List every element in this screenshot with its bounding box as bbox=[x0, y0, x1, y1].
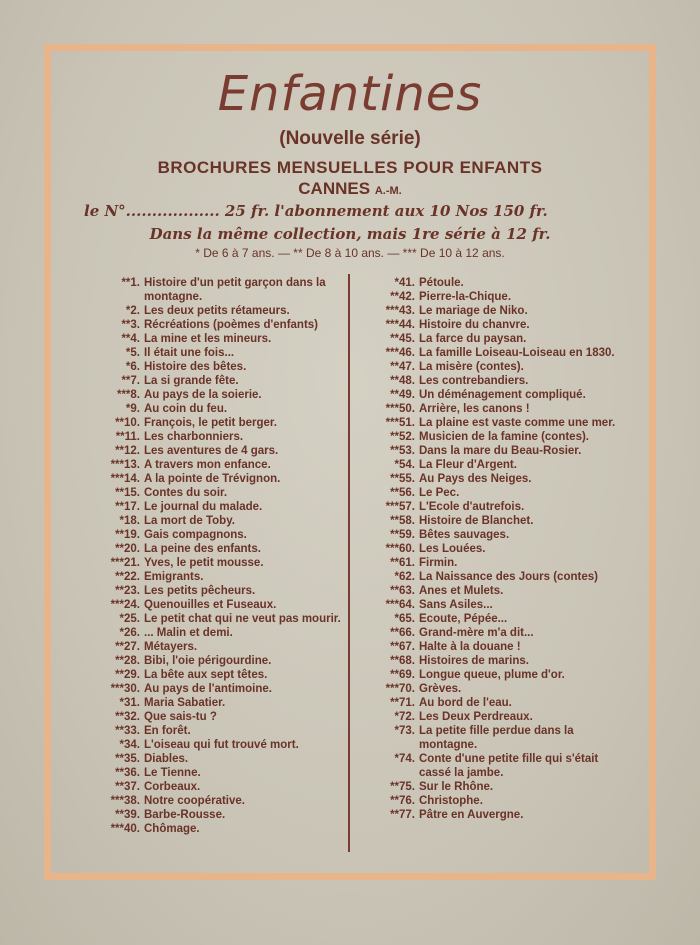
item-number: ***43. bbox=[385, 305, 415, 317]
item-number: *74. bbox=[394, 753, 415, 765]
item-title: Firmin. bbox=[419, 557, 458, 569]
item-title: Emigrants. bbox=[144, 571, 204, 583]
item-title: Au pays de l'antimoine. bbox=[144, 683, 272, 695]
item-number: **58. bbox=[390, 515, 415, 527]
list-item bbox=[90, 346, 348, 360]
item-title: Les deux petits rétameurs. bbox=[144, 305, 290, 317]
list-item bbox=[357, 486, 619, 500]
item-number: **75. bbox=[390, 781, 415, 793]
list-item bbox=[90, 500, 348, 514]
list-item bbox=[357, 752, 619, 780]
item-title: Pâtre en Auvergne. bbox=[419, 809, 524, 821]
item-title: L'oiseau qui fut trouvé mort. bbox=[144, 739, 299, 751]
publication-place bbox=[0, 179, 700, 199]
list-item bbox=[90, 766, 348, 780]
item-title: Pétoule. bbox=[419, 277, 464, 289]
list-item bbox=[357, 430, 619, 444]
item-title: Le petit chat qui ne veut pas mourir. bbox=[144, 613, 341, 625]
list-item bbox=[357, 304, 619, 318]
item-title: La famille Loiseau-Loiseau en 1830. bbox=[419, 347, 615, 359]
list-item bbox=[90, 444, 348, 458]
item-title: Histoire du chanvre. bbox=[419, 319, 530, 331]
list-item bbox=[357, 654, 619, 668]
item-number: ***24. bbox=[110, 599, 140, 611]
item-number: **61. bbox=[390, 557, 415, 569]
item-number: ***50. bbox=[385, 403, 415, 415]
list-item bbox=[90, 318, 348, 332]
list-item bbox=[90, 682, 348, 696]
item-title: Les petits pêcheurs. bbox=[144, 585, 256, 597]
list-item bbox=[90, 808, 348, 822]
item-number: ***21. bbox=[110, 557, 140, 569]
item-number: **11. bbox=[115, 431, 140, 443]
item-number: **20. bbox=[115, 543, 140, 555]
item-number: **55. bbox=[390, 473, 415, 485]
item-number: *2. bbox=[125, 305, 140, 317]
item-number: ***30. bbox=[110, 683, 140, 695]
list-item bbox=[90, 556, 348, 570]
list-item bbox=[357, 458, 619, 472]
item-number: **71. bbox=[390, 697, 415, 709]
item-number: **36. bbox=[115, 767, 140, 779]
item-number: *62. bbox=[394, 571, 415, 583]
list-item bbox=[357, 696, 619, 710]
item-number: ***70. bbox=[385, 683, 415, 695]
item-title: La mine et les mineurs. bbox=[144, 333, 272, 345]
item-number: ***57. bbox=[385, 501, 415, 513]
item-number: **17. bbox=[115, 501, 140, 513]
item-number: **76. bbox=[390, 795, 415, 807]
list-item bbox=[90, 528, 348, 542]
list-item bbox=[357, 346, 619, 360]
list-item bbox=[357, 584, 619, 598]
item-number: *72. bbox=[394, 711, 415, 723]
list-item bbox=[357, 682, 619, 696]
item-number: **3. bbox=[121, 319, 140, 331]
list-item bbox=[90, 304, 348, 318]
item-number: **66. bbox=[390, 627, 415, 639]
item-number: **68. bbox=[390, 655, 415, 667]
item-title: Yves, le petit mousse. bbox=[144, 557, 264, 569]
list-item bbox=[90, 598, 348, 612]
list-item bbox=[357, 444, 619, 458]
item-title: Histoires de marins. bbox=[419, 655, 529, 667]
item-title: Anes et Mulets. bbox=[419, 585, 504, 597]
list-item bbox=[357, 626, 619, 640]
list-item bbox=[357, 500, 619, 514]
list-item bbox=[357, 388, 619, 402]
list-item bbox=[90, 696, 348, 710]
right-title-list bbox=[357, 276, 619, 822]
item-number: **49. bbox=[390, 389, 415, 401]
list-item bbox=[357, 318, 619, 332]
list-item bbox=[90, 710, 348, 724]
item-number: **7. bbox=[121, 375, 140, 387]
list-item bbox=[357, 416, 619, 430]
place-name: CANNES bbox=[298, 179, 371, 198]
list-item bbox=[90, 402, 348, 416]
item-title: Le mariage de Niko. bbox=[419, 305, 528, 317]
list-item bbox=[90, 542, 348, 556]
item-title: L'Ecole d'autrefois. bbox=[419, 501, 525, 513]
item-title: Notre coopérative. bbox=[144, 795, 245, 807]
item-number: *26. bbox=[119, 627, 140, 639]
item-number: ***14. bbox=[110, 473, 140, 485]
list-item bbox=[357, 290, 619, 304]
item-title: Christophe. bbox=[419, 795, 483, 807]
item-title: Contes du soir. bbox=[144, 487, 228, 499]
list-item bbox=[357, 276, 619, 290]
item-title: Au pays de la soierie. bbox=[144, 389, 262, 401]
page-title: Enfantines bbox=[217, 66, 483, 122]
item-title: Bibi, l'oie périgourdine. bbox=[144, 655, 272, 667]
item-title: Diables. bbox=[144, 753, 189, 765]
item-title: Sans Asiles... bbox=[419, 599, 493, 611]
item-number: ***8. bbox=[116, 389, 140, 401]
item-number: *6. bbox=[125, 361, 140, 373]
item-number: **15. bbox=[115, 487, 140, 499]
list-item bbox=[357, 374, 619, 388]
item-number: ***40. bbox=[110, 823, 140, 835]
list-item bbox=[357, 514, 619, 528]
item-title: ... Malin et demi. bbox=[144, 627, 233, 639]
item-title: Les aventures de 4 gars. bbox=[144, 445, 279, 457]
item-number: **67. bbox=[390, 641, 415, 653]
item-title: Le Pec. bbox=[419, 487, 460, 499]
item-title: Ecoute, Pépée... bbox=[419, 613, 508, 625]
item-number: **77. bbox=[390, 809, 415, 821]
item-number: *9. bbox=[125, 403, 140, 415]
item-title: Métayers. bbox=[144, 641, 198, 653]
list-item bbox=[90, 822, 348, 836]
item-title: La petite fille perdue dans la montagne. bbox=[419, 725, 574, 751]
list-item bbox=[90, 388, 348, 402]
item-number: *34. bbox=[119, 739, 140, 751]
list-item bbox=[90, 416, 348, 430]
item-number: **23. bbox=[115, 585, 140, 597]
item-title: La si grande fête. bbox=[144, 375, 239, 387]
item-title: A la pointe de Trévignon. bbox=[144, 473, 281, 485]
item-title: Musicien de la famine (contes). bbox=[419, 431, 589, 443]
item-number: *18. bbox=[119, 515, 140, 527]
item-title: La misère (contes). bbox=[419, 361, 524, 373]
list-item bbox=[90, 584, 348, 598]
item-title: Grand-mère m'a dit... bbox=[419, 627, 534, 639]
list-item bbox=[357, 528, 619, 542]
list-item bbox=[90, 472, 348, 486]
item-number: **63. bbox=[390, 585, 415, 597]
item-number: **19. bbox=[115, 529, 140, 541]
item-number: **28. bbox=[115, 655, 140, 667]
list-item bbox=[357, 598, 619, 612]
item-number: *73. bbox=[394, 725, 415, 737]
item-number: **42. bbox=[390, 291, 415, 303]
item-title: En forêt. bbox=[144, 725, 191, 737]
item-number: *31. bbox=[119, 697, 140, 709]
item-title: Les charbonniers. bbox=[144, 431, 244, 443]
item-title: Récréations (poèmes d'enfants) bbox=[144, 319, 318, 331]
item-number: **47. bbox=[390, 361, 415, 373]
item-title: La plaine est vaste comme une mer. bbox=[419, 417, 616, 429]
list-item bbox=[90, 780, 348, 794]
list-item bbox=[90, 640, 348, 654]
item-number: ***51. bbox=[385, 417, 415, 429]
list-item bbox=[90, 514, 348, 528]
list-item bbox=[357, 808, 619, 822]
item-title: Gais compagnons. bbox=[144, 529, 247, 541]
item-title: La bête aux sept têtes. bbox=[144, 669, 268, 681]
item-number: ***44. bbox=[385, 319, 415, 331]
item-title: La peine des enfants. bbox=[144, 543, 261, 555]
item-title: Au Pays des Neiges. bbox=[419, 473, 532, 485]
item-number: **29. bbox=[115, 669, 140, 681]
list-item bbox=[357, 640, 619, 654]
item-title: Bêtes sauvages. bbox=[419, 529, 510, 541]
list-item bbox=[357, 542, 619, 556]
page-subtitle: (Nouvelle série) bbox=[279, 128, 421, 149]
item-number: **12. bbox=[115, 445, 140, 457]
item-number: **56. bbox=[390, 487, 415, 499]
list-item bbox=[357, 668, 619, 682]
item-title: Barbe-Rousse. bbox=[144, 809, 226, 821]
item-title: Longue queue, plume d'or. bbox=[419, 669, 565, 681]
item-title: Que sais-tu ? bbox=[144, 711, 217, 723]
list-item bbox=[90, 738, 348, 752]
item-number: **35. bbox=[115, 753, 140, 765]
item-number: **37. bbox=[115, 781, 140, 793]
item-title: Un déménagement compliqué. bbox=[419, 389, 586, 401]
item-title: François, le petit berger. bbox=[144, 417, 277, 429]
item-number: **45. bbox=[390, 333, 415, 345]
list-item bbox=[357, 472, 619, 486]
list-item bbox=[90, 332, 348, 346]
list-item bbox=[357, 360, 619, 374]
item-number: **33. bbox=[115, 725, 140, 737]
item-title: Grèves. bbox=[419, 683, 462, 695]
place-region: A.-M. bbox=[374, 185, 402, 197]
item-number: **69. bbox=[390, 669, 415, 681]
item-number: ***46. bbox=[385, 347, 415, 359]
list-item bbox=[90, 570, 348, 584]
item-number: ***38. bbox=[110, 795, 140, 807]
item-title: A travers mon enfance. bbox=[144, 459, 271, 471]
item-number: ***13. bbox=[110, 459, 140, 471]
item-number: **52. bbox=[390, 431, 415, 443]
list-item bbox=[90, 794, 348, 808]
item-number: ***60. bbox=[385, 543, 415, 555]
item-title: Sur le Rhône. bbox=[419, 781, 494, 793]
list-item bbox=[90, 486, 348, 500]
item-title: Il était une fois... bbox=[144, 347, 235, 359]
item-number: *5. bbox=[125, 347, 140, 359]
list-item bbox=[90, 360, 348, 374]
item-number: **59. bbox=[390, 529, 415, 541]
same-collection-note: Dans la même collection, mais 1re série à 12 fr. bbox=[149, 225, 551, 243]
list-item bbox=[357, 794, 619, 808]
item-title: Arrière, les canons ! bbox=[419, 403, 530, 415]
list-item bbox=[90, 654, 348, 668]
list-item bbox=[357, 570, 619, 584]
item-number: **1. bbox=[121, 277, 140, 289]
item-title: Les contrebandiers. bbox=[419, 375, 529, 387]
item-title: Corbeaux. bbox=[144, 781, 201, 793]
item-number: **10. bbox=[115, 417, 140, 429]
list-item bbox=[357, 556, 619, 570]
item-title: Conte d'une petite fille qui s'était cassé la jambe. bbox=[419, 753, 599, 779]
list-item bbox=[90, 724, 348, 738]
list-item bbox=[90, 752, 348, 766]
item-title: Maria Sabatier. bbox=[144, 697, 226, 709]
item-number: **39. bbox=[115, 809, 140, 821]
item-number: ***64. bbox=[385, 599, 415, 611]
list-item bbox=[90, 668, 348, 682]
list-item bbox=[90, 458, 348, 472]
item-number: *54. bbox=[394, 459, 415, 471]
item-number: **48. bbox=[390, 375, 415, 387]
item-number: **22. bbox=[115, 571, 140, 583]
list-item bbox=[90, 374, 348, 388]
item-number: *41. bbox=[394, 277, 415, 289]
list-item bbox=[357, 612, 619, 626]
item-title: Le journal du malade. bbox=[144, 501, 263, 513]
item-title: Chômage. bbox=[144, 823, 200, 835]
item-title: Quenouilles et Fuseaux. bbox=[144, 599, 277, 611]
list-item bbox=[357, 710, 619, 724]
item-number: **53. bbox=[390, 445, 415, 457]
list-item bbox=[357, 402, 619, 416]
age-legend: * De 6 à 7 ans. — ** De 8 à 10 ans. — *** De 10 à 12 ans. bbox=[195, 246, 505, 260]
item-title: Dans la mare du Beau-Rosier. bbox=[419, 445, 582, 457]
item-number: *25. bbox=[119, 613, 140, 625]
item-title: Les Deux Perdreaux. bbox=[419, 711, 533, 723]
list-item bbox=[357, 724, 619, 752]
list-item bbox=[357, 780, 619, 794]
left-title-list bbox=[90, 276, 348, 836]
item-title: Pierre-la-Chique. bbox=[419, 291, 512, 303]
item-title: Les Louées. bbox=[419, 543, 486, 555]
item-title: Histoire des bêtes. bbox=[144, 361, 247, 373]
item-title: La Fleur d'Argent. bbox=[419, 459, 517, 471]
item-number: **27. bbox=[115, 641, 140, 653]
list-item bbox=[90, 430, 348, 444]
item-number: *65. bbox=[394, 613, 415, 625]
item-title: Histoire de Blanchet. bbox=[419, 515, 534, 527]
item-number: **4. bbox=[121, 333, 140, 345]
item-number: **32. bbox=[115, 711, 140, 723]
item-title: Au coin du feu. bbox=[144, 403, 228, 415]
list-item bbox=[357, 332, 619, 346]
item-title: Histoire d'un petit garçon dans la montagne. bbox=[144, 277, 326, 303]
list-item bbox=[90, 626, 348, 640]
item-title: Au bord de l'eau. bbox=[419, 697, 512, 709]
item-title: Halte à la douane ! bbox=[419, 641, 521, 653]
item-title: La farce du paysan. bbox=[419, 333, 527, 345]
price-line: le N°.................. 25 fr. l'abonnement aux 10 Nos 150 fr. bbox=[84, 202, 548, 220]
publication-description: BROCHURES MENSUELLES POUR ENFANTS bbox=[157, 158, 543, 177]
column-divider bbox=[348, 274, 350, 852]
item-title: Le Tienne. bbox=[144, 767, 201, 779]
item-title: La Naissance des Jours (contes) bbox=[419, 571, 598, 583]
item-title: La mort de Toby. bbox=[144, 515, 235, 527]
list-item bbox=[90, 276, 348, 304]
list-item bbox=[90, 612, 348, 626]
